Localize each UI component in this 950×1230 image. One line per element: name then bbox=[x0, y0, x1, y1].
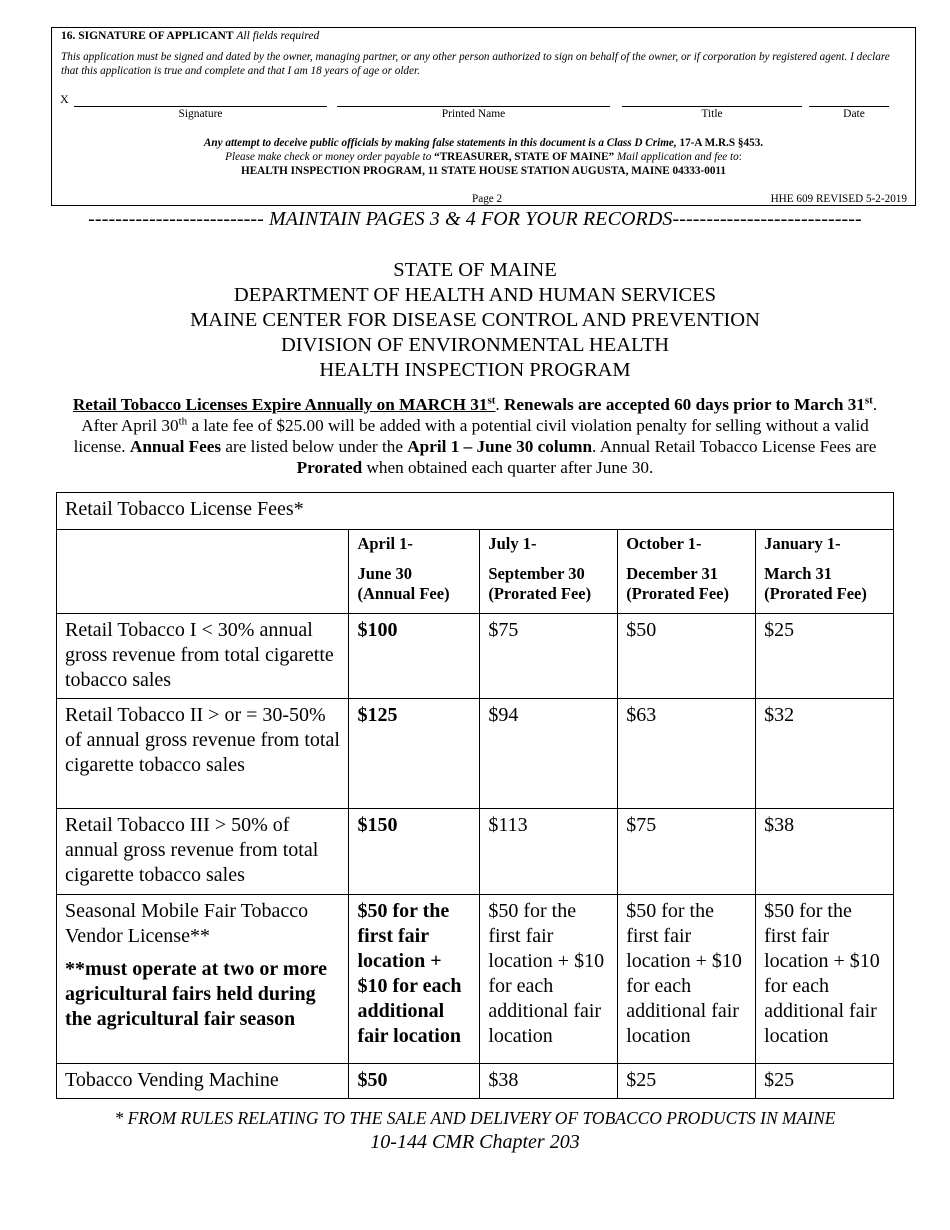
signature-caption: Signature bbox=[178, 108, 223, 120]
title-line[interactable] bbox=[622, 106, 802, 107]
fee-cell: $50 bbox=[618, 614, 756, 699]
fee-cell: $75 bbox=[480, 614, 618, 699]
fee-cell: $63 bbox=[618, 699, 756, 809]
fee-cell: $25 bbox=[756, 614, 894, 699]
row-label: Retail Tobacco III > 50% of annual gross revenue from total cigarette tobacco sales bbox=[57, 809, 349, 895]
signature-section bbox=[51, 27, 916, 206]
maintain-records-notice: -------------------------- MAINTAIN PAGES 3 & 4 FOR YOUR RECORDS---------------------------- bbox=[88, 208, 862, 230]
heading-line: STATE OF MAINE bbox=[393, 259, 557, 281]
table-row bbox=[57, 699, 894, 809]
page-number: Page 2 bbox=[472, 193, 503, 205]
row-label: Retail Tobacco I < 30% annual gross revenue from total cigarette tobacco sales bbox=[57, 614, 349, 699]
fee-table bbox=[56, 492, 894, 1099]
heading-line: DIVISION OF ENVIRONMENTAL HEALTH bbox=[280, 334, 670, 356]
fee-cell: $125 bbox=[349, 699, 480, 809]
fee-cell: $100 bbox=[349, 614, 480, 699]
fee-cell: $50 for the first fair location + $10 for each additional fair location bbox=[349, 895, 480, 1064]
column-header-q2: July 1- September 30 (Prorated Fee) bbox=[480, 530, 618, 614]
row-label bbox=[57, 895, 349, 1064]
form-revision: HHE 609 REVISED 5-2-2019 bbox=[770, 193, 907, 205]
heading-line: HEALTH INSPECTION PROGRAM bbox=[319, 359, 631, 381]
table-row bbox=[57, 895, 894, 1064]
fee-cell: $50 bbox=[349, 1064, 480, 1099]
table-row bbox=[57, 1064, 894, 1099]
signature-x-mark: X bbox=[60, 92, 69, 106]
footnote-rules: * FROM RULES RELATING TO THE SALE AND DELIVERY OF TOBACCO PRODUCTS IN MAINE bbox=[114, 1108, 836, 1128]
fee-cell: $50 for the first fair location + $10 for each additional fair location bbox=[756, 895, 894, 1064]
footnote-citation: 10-144 CMR Chapter 203 bbox=[370, 1131, 580, 1153]
printed-name-line[interactable] bbox=[337, 106, 610, 107]
fee-table-header bbox=[57, 530, 894, 614]
header-empty-cell bbox=[57, 530, 349, 614]
printed-name-caption: Printed Name bbox=[441, 108, 506, 120]
column-header-q4: January 1- March 31 (Prorated Fee) bbox=[756, 530, 894, 614]
payment-instructions: Please make check or money order payable to “TREASURER, STATE OF MAINE” Mail application and fee to: bbox=[225, 151, 742, 163]
signature-instructions: This application must be signed and dated by the owner, managing partner, or any other person authorized to sign on behalf of the owner, or if corporation by registered agent. I declare that this application is true and complete and that I am 18 years of age or older. bbox=[61, 51, 890, 77]
false-statement-warning: Any attempt to deceive public officials by making false statements in this document is a Class D Crime, 17-A M.R.S §453. bbox=[203, 137, 764, 149]
fee-cell: $75 bbox=[618, 809, 756, 895]
license-expiration-paragraph: Retail Tobacco Licenses Expire Annually on MARCH 31st. Renewals are accepted 60 days prior to March 31st. After April 30th a late fee of $25.00 will be added with a potential civil violation penalty for selling without a valid license. Annual Fees are listed below under the April 1 – June 30 column. Annual Retail Tobacco License Fees are Prorated when obtained each quarter after June 30. bbox=[72, 394, 878, 477]
heading-line: MAINE CENTER FOR DISEASE CONTROL AND PREVENTION bbox=[190, 309, 760, 331]
fee-cell: $25 bbox=[618, 1064, 756, 1099]
signature-title: 16. SIGNATURE OF APPLICANT All fields required bbox=[61, 30, 320, 42]
row-label-note: **must operate at two or more agricultural fairs held during the agricultural fair season bbox=[65, 958, 327, 1030]
fee-cell: $32 bbox=[756, 699, 894, 809]
row-label: Retail Tobacco II > or = 30-50% of annual gross revenue from total cigarette tobacco sales bbox=[57, 699, 349, 809]
column-header-q1: April 1- June 30 (Annual Fee) bbox=[349, 530, 480, 614]
table-row bbox=[57, 809, 894, 895]
fee-cell: $50 for the first fair location + $10 for each additional fair location bbox=[618, 895, 756, 1064]
fee-cell: $94 bbox=[480, 699, 618, 809]
date-caption: Date bbox=[843, 108, 865, 120]
heading-line: DEPARTMENT OF HEALTH AND HUMAN SERVICES bbox=[233, 284, 717, 306]
column-header-q3: October 1- December 31 (Prorated Fee) bbox=[618, 530, 756, 614]
fee-cell: $150 bbox=[349, 809, 480, 895]
fee-cell: $38 bbox=[480, 1064, 618, 1099]
fee-cell: $25 bbox=[756, 1064, 894, 1099]
fee-cell: $113 bbox=[480, 809, 618, 895]
table-row bbox=[57, 614, 894, 699]
row-label-text: Seasonal Mobile Fair Tobacco Vendor License** bbox=[65, 900, 309, 947]
mailing-address: HEALTH INSPECTION PROGRAM, 11 STATE HOUSE STATION AUGUSTA, MAINE 04333-0011 bbox=[241, 165, 726, 177]
fee-cell: $38 bbox=[756, 809, 894, 895]
row-label: Tobacco Vending Machine bbox=[57, 1064, 349, 1099]
agency-heading bbox=[0, 258, 950, 383]
signature-line[interactable] bbox=[74, 106, 327, 107]
title-caption: Title bbox=[701, 108, 723, 120]
date-line[interactable] bbox=[809, 106, 889, 107]
fee-cell: $50 for the first fair location + $10 for each additional fair location bbox=[480, 895, 618, 1064]
signature-title-note: All fields required bbox=[236, 30, 320, 42]
fee-table-title: Retail Tobacco License Fees* bbox=[57, 493, 894, 530]
